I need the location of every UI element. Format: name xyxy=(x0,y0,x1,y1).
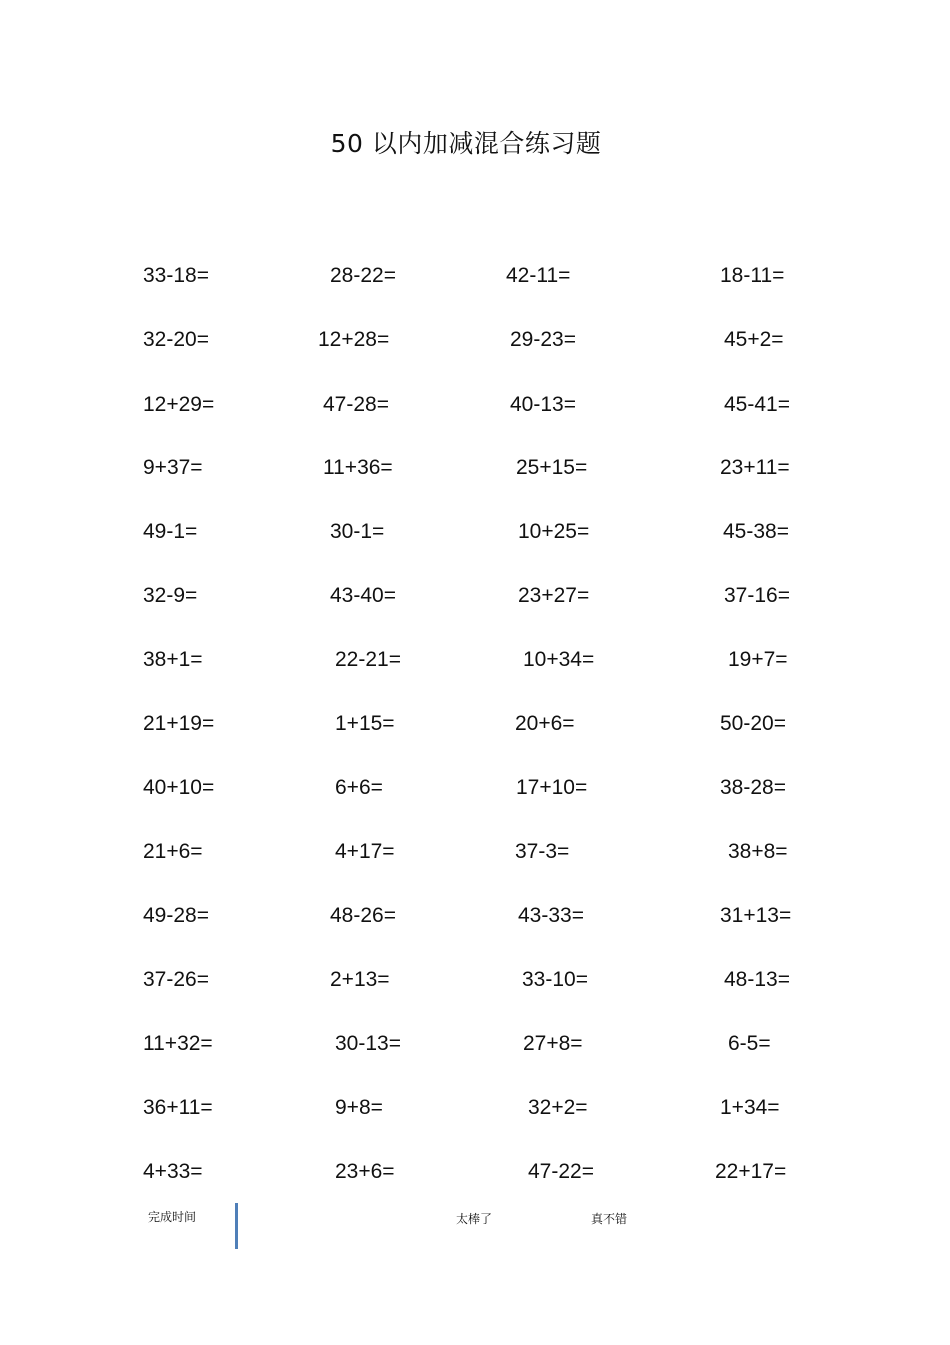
math-problem: 21+6= xyxy=(143,840,203,863)
math-problem: 49-28= xyxy=(143,904,209,927)
math-problem: 22+17= xyxy=(715,1160,787,1183)
math-problem: 49-1= xyxy=(143,520,198,543)
math-problem: 32+2= xyxy=(528,1096,588,1119)
math-problem: 19+7= xyxy=(728,648,788,671)
math-problem: 33-10= xyxy=(522,968,588,991)
math-problem: 32-20= xyxy=(143,328,209,351)
math-problem: 1+34= xyxy=(720,1096,780,1119)
math-problem: 4+33= xyxy=(143,1160,203,1183)
math-problem: 12+29= xyxy=(143,393,215,416)
math-problem: 23+27= xyxy=(518,584,590,607)
math-problem: 11+36= xyxy=(323,456,393,479)
math-problem: 10+34= xyxy=(523,648,595,671)
math-problem: 45-41= xyxy=(724,393,790,416)
math-problem: 4+17= xyxy=(335,840,395,863)
math-problem: 45+2= xyxy=(724,328,784,351)
math-problem: 25+15= xyxy=(516,456,588,479)
math-problem: 29-23= xyxy=(510,328,576,351)
math-problem: 30-1= xyxy=(330,520,385,543)
math-problem: 23+6= xyxy=(335,1160,395,1183)
math-problem: 48-26= xyxy=(330,904,396,927)
math-problem: 22-21= xyxy=(335,648,401,671)
vertical-divider xyxy=(235,1203,238,1249)
math-problem: 12+28= xyxy=(318,328,390,351)
math-problem: 37-26= xyxy=(143,968,209,991)
math-problem: 48-13= xyxy=(724,968,790,991)
math-problem: 6-5= xyxy=(728,1032,771,1055)
math-problem: 9+8= xyxy=(335,1096,383,1119)
math-problem: 18-11= xyxy=(720,264,785,287)
math-problem: 36+11= xyxy=(143,1096,213,1119)
great-label: 太棒了 xyxy=(456,1212,493,1226)
math-problem: 37-3= xyxy=(515,840,570,863)
math-problem: 38-28= xyxy=(720,776,786,799)
math-problem: 30-13= xyxy=(335,1032,401,1055)
math-problem: 6+6= xyxy=(335,776,383,799)
math-problem: 2+13= xyxy=(330,968,390,991)
math-problem: 21+19= xyxy=(143,712,215,735)
math-problem: 23+11= xyxy=(720,456,790,479)
math-problem: 32-9= xyxy=(143,584,198,607)
math-problem: 42-11= xyxy=(506,264,571,287)
math-problem: 50-20= xyxy=(720,712,786,735)
math-problem: 28-22= xyxy=(330,264,396,287)
math-problem: 45-38= xyxy=(723,520,789,543)
math-problem: 37-16= xyxy=(724,584,790,607)
math-problem: 40+10= xyxy=(143,776,215,799)
math-problem: 38+8= xyxy=(728,840,788,863)
math-problem: 43-40= xyxy=(330,584,396,607)
math-problem: 17+10= xyxy=(516,776,588,799)
completion-time-label: 完成时间 xyxy=(148,1210,197,1224)
math-problem: 31+13= xyxy=(720,904,792,927)
worksheet-title: 50 以内加减混合练习题 xyxy=(330,129,602,158)
math-problem: 27+8= xyxy=(523,1032,583,1055)
good-label: 真不错 xyxy=(591,1212,628,1226)
math-problem: 40-13= xyxy=(510,393,576,416)
math-problem: 10+25= xyxy=(518,520,590,543)
math-problem: 38+1= xyxy=(143,648,203,671)
math-problem: 20+6= xyxy=(515,712,575,735)
math-problem: 47-22= xyxy=(528,1160,594,1183)
math-problem: 33-18= xyxy=(143,264,209,287)
math-problem: 11+32= xyxy=(143,1032,213,1055)
math-problem: 1+15= xyxy=(335,712,395,735)
math-problem: 9+37= xyxy=(143,456,203,479)
math-problem: 47-28= xyxy=(323,393,389,416)
math-problem: 43-33= xyxy=(518,904,584,927)
